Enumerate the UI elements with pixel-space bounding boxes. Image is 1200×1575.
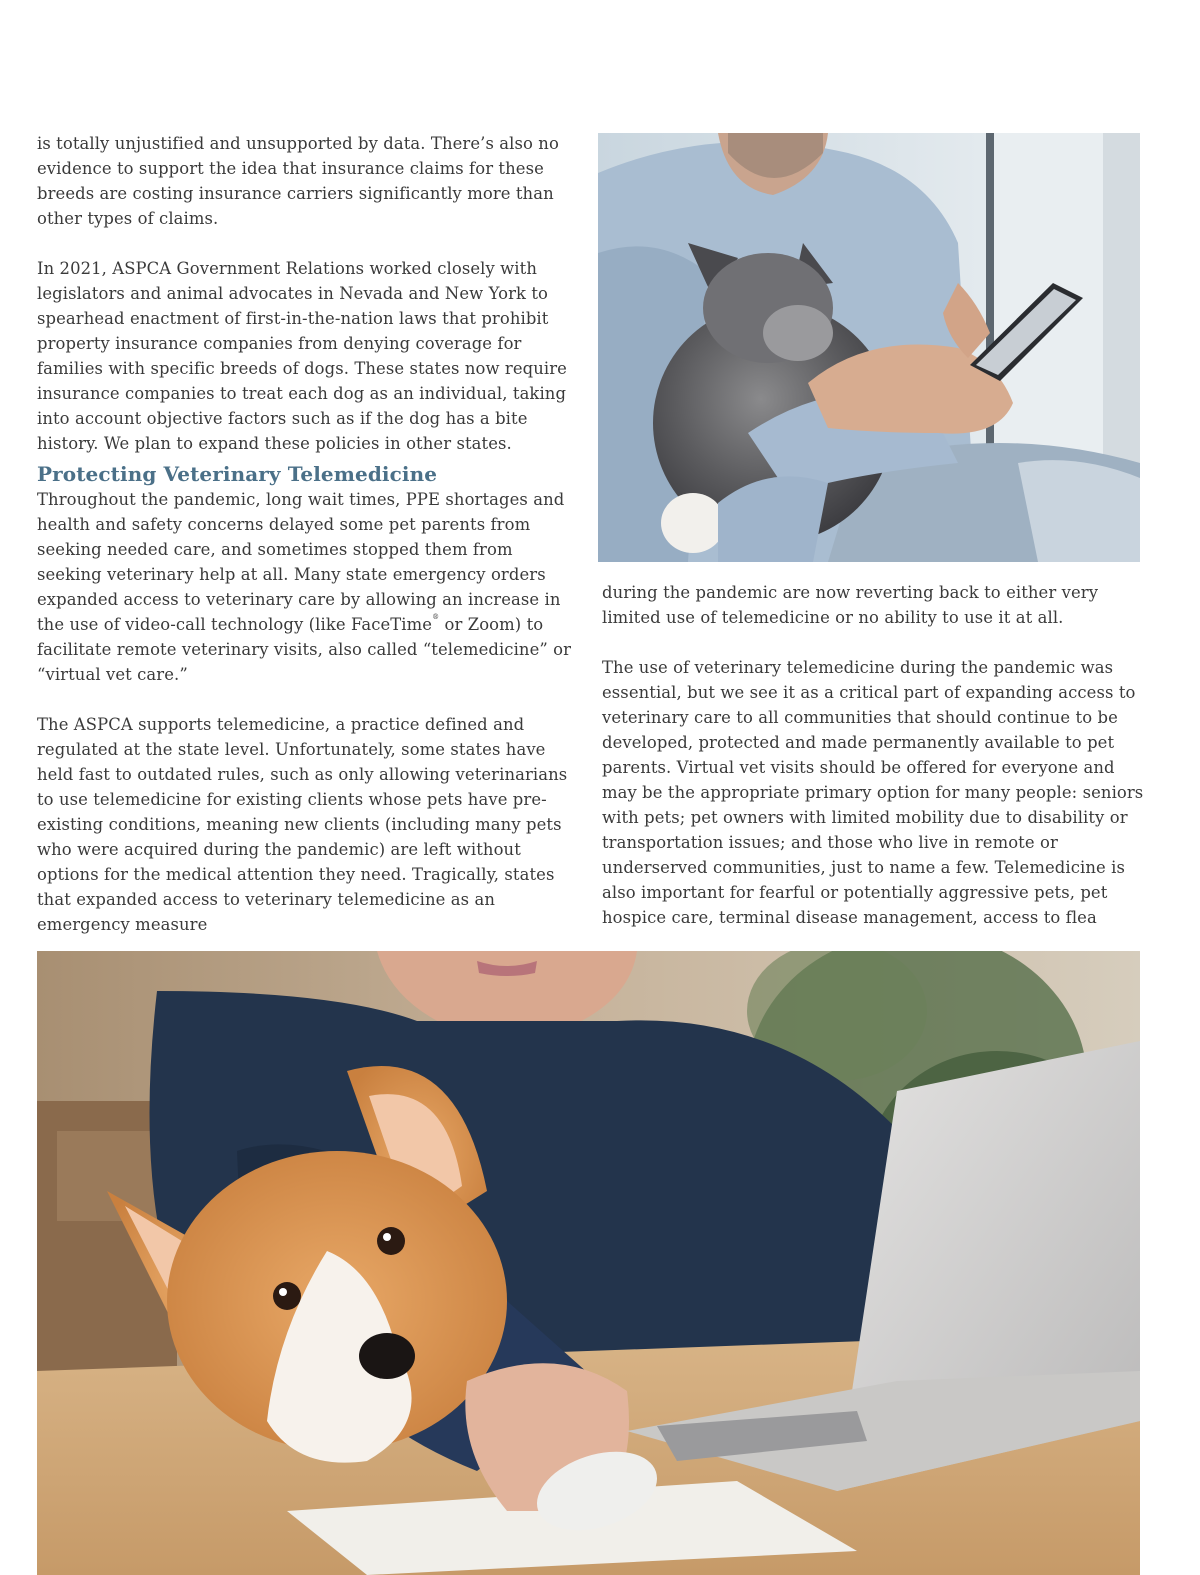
right-text-column xyxy=(602,580,1147,930)
left-paragraph-4: The ASPCA supports telemedicine, a practice defined and regulated at the state level. Unfortunately, some states have held fast to outdated rules, such as only allowing veterinarians to use telemedicine for existing clients whose pets have pre-existing conditions, meaning new clients (including many pets who were acquired during the pandemic) are left without options for the medical attention they need. Tragically, states that expanded access to veterinary telemedicine as an emergency measure xyxy=(37,715,568,934)
left-paragraph-2: In 2021, ASPCA Government Relations worked closely with legislators and animal advocates in Nevada and New York to spearhead enactment of first-in-the-nation laws that prohibit property insurance companies from denying coverage for families with specific breeds of dogs. These states now require insurance companies to treat each dog as an individual, taking into account objective factors such as if the dog has a bite history. We plan to expand these policies in other states. xyxy=(37,259,567,453)
left-paragraph-3 xyxy=(37,487,572,687)
right-paragraph-1: during the pandemic are now reverting back to either very limited use of telemedicine or no ability to use it at all. xyxy=(602,583,1099,627)
registered-mark: ® xyxy=(432,613,440,621)
paragraph-3-start: Throughout the pandemic, long wait times, PPE shortages and health and safety concerns delayed some pet parents from seeking needed care, and sometimes stopped them from seeking veterinary help at all. Many state emergency orders expanded access to veterinary care by allowing an increase in the use of video-call technology (like FaceTime xyxy=(37,490,565,634)
left-paragraph-1: is totally unjustified and unsupported by data. There’s also no evidence to support the idea that insurance claims for these breeds are costing insurance carriers significantly more than other types of claims. xyxy=(37,134,559,228)
photo-man-with-corgi xyxy=(37,951,1140,1575)
right-paragraph-2: The use of veterinary telemedicine during the pandemic was essential, but we see it as a critical part of expanding access to veterinary care to all communities that should continue to be developed, protected and made permanently available to pet parents. Virtual vet visits should be offered for everyone and may be the appropriate primary option for many people: seniors with pets; pet owners with limited mobility due to disability or transportation issues; and those who live in remote or underserved communities, just to name a few. Telemedicine is also important for fearful or potentially aggressive pets, pet hospice care, terminal disease management, access to flea xyxy=(602,658,1144,927)
left-text-column xyxy=(37,131,572,937)
section-heading: Protecting Veterinary Telemedicine xyxy=(37,462,438,486)
paragraph-3-end: or Zoom) to facilitate remote veterinary visits, also called “telemedicine” or “virtual vet care.” xyxy=(37,615,572,684)
photo-man-with-cat xyxy=(598,133,1140,562)
